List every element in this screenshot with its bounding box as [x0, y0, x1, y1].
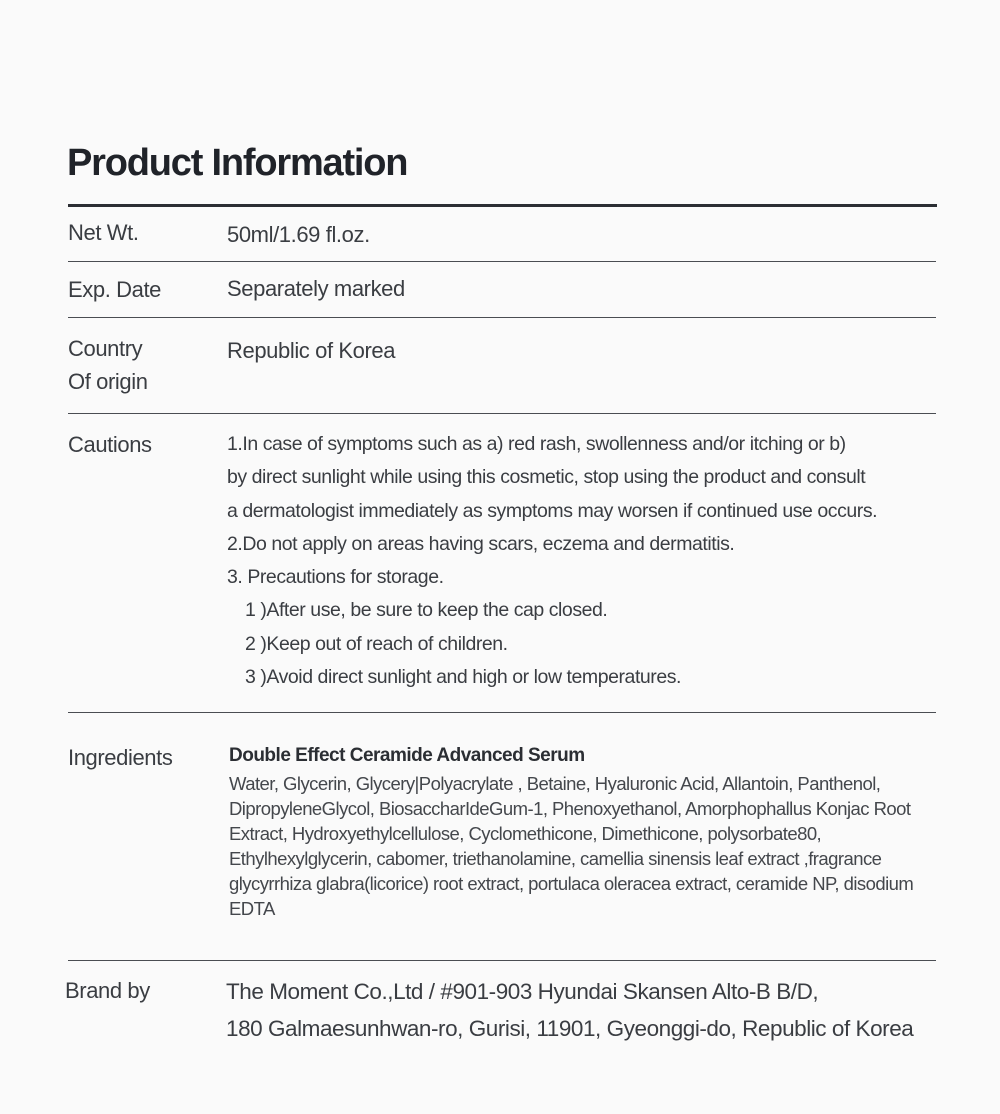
caution-subline: 1 )After use, be sure to keep the cap closed.: [245, 599, 608, 622]
brand-address-line: The Moment Co.,Ltd / #901-903 Hyundai Skansen Alto-B B/D,: [226, 979, 819, 1004]
caution-subline: 2 )Keep out of reach of children.: [245, 632, 508, 655]
cautions-label: Cautions: [68, 432, 152, 457]
ingredients-label: Ingredients: [68, 745, 173, 770]
brand-address: [226, 973, 913, 1047]
page-title: Product Information: [67, 142, 408, 184]
row-divider: [68, 413, 936, 414]
brand-label: Brand by: [65, 978, 150, 1003]
cautions-list: [227, 428, 927, 694]
caution-line: 3. Precautions for storage.: [227, 566, 444, 589]
country-value: Republic of Korea: [227, 338, 396, 363]
exp-date-value: Separately marked: [227, 276, 405, 301]
caution-line: by direct sunlight while using this cosmetic, stop using the product and consult: [227, 466, 866, 489]
exp-date-label: Exp. Date: [68, 277, 162, 302]
ingredients-list: Water, Glycerin, Glycery|Polyacrylate , Betaine, Hyaluronic Acid, Allantoin, Panthenol, DipropyleneGlycol, BiosaccharIdeGum-1, Phenoxyethanol, Amorphophallus Konjac Root Extract, Hydroxyethylcellulose, Cyclomethicone, Dimethicone, polysorbate80, Ethylhexylglycerin, cabomer, triethanolamine, camellia sinensis leaf extract ,fragrance glycyrrhiza glabra(licorice) root extract, portulaca oleracea extract, ceramide NP, disodium EDTA: [229, 773, 914, 919]
row-divider: [68, 712, 936, 713]
title-divider: [68, 204, 937, 207]
caution-line: a dermatologist immediately as symptoms may worsen if continued use occurs.: [227, 499, 878, 522]
caution-line: 2.Do not apply on areas having scars, eczema and dermatitis.: [227, 532, 735, 555]
row-divider: [68, 960, 936, 961]
caution-subline: 3 )Avoid direct sunlight and high or low temperatures.: [245, 666, 682, 689]
row-divider: [68, 261, 936, 262]
caution-line: 1.In case of symptoms such as a) red rash, swollenness and/or itching or b): [227, 433, 846, 455]
country-label: Country Of origin: [68, 336, 148, 394]
brand-address-line: 180 Galmaesunhwan-ro, Gurisi, 11901, Gyeonggi-do, Republic of Korea: [226, 1016, 914, 1041]
row-divider: [68, 317, 936, 318]
net-wt-value: 50ml/1.69 fl.oz.: [227, 222, 370, 247]
ingredients-product-name: Double Effect Ceramide Advanced Serum: [229, 745, 585, 766]
net-wt-label: Net Wt.: [68, 220, 139, 245]
